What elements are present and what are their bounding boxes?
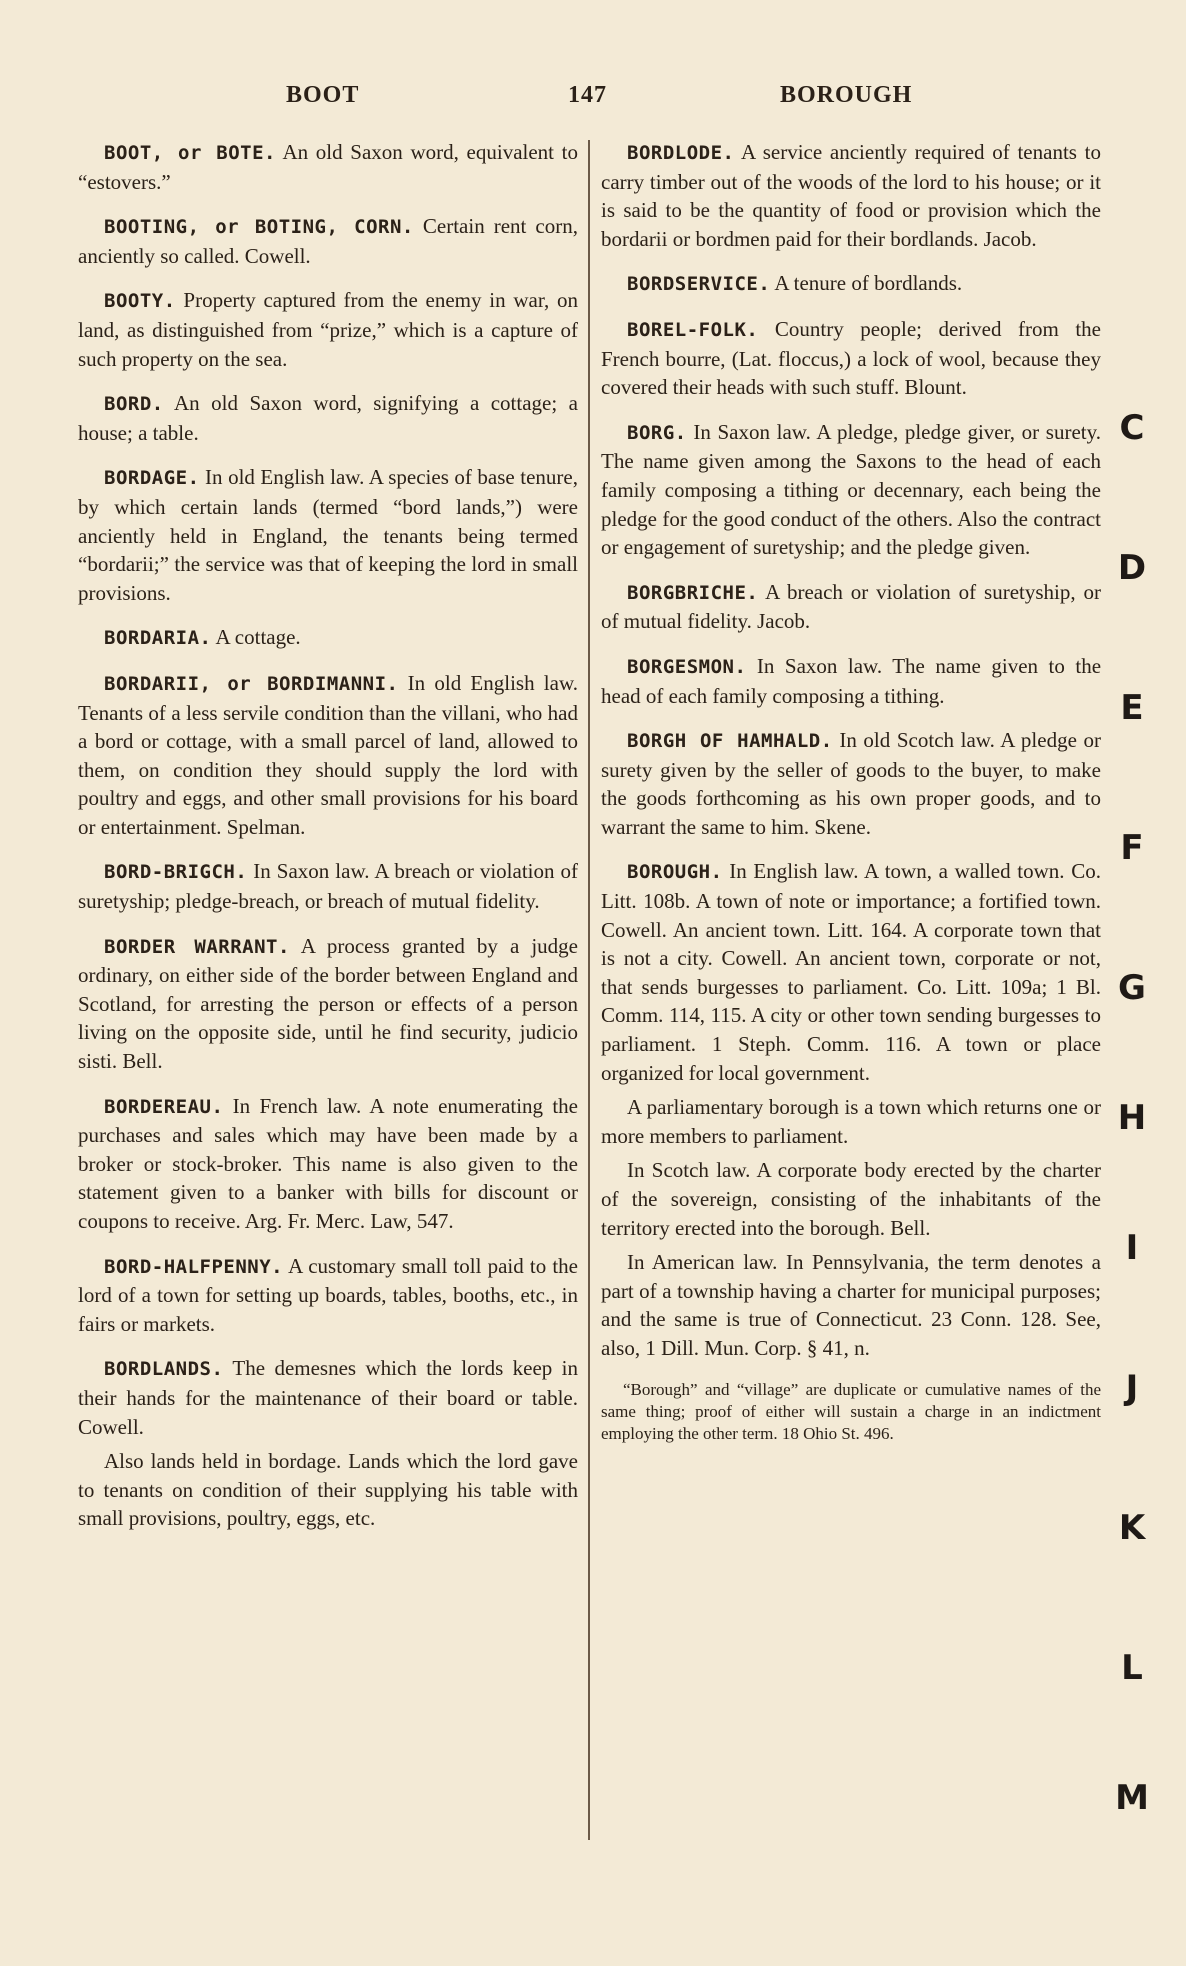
- entry-headword: BORDER WARRANT.: [104, 935, 290, 958]
- dictionary-entry: [78, 857, 578, 915]
- dictionary-entry: [78, 1252, 578, 1339]
- thumb-tab-e: E: [1120, 688, 1144, 728]
- entry-definition: A customary small toll paid to the lord of a town for setting up boards, tables, booths, etc., in fairs or markets.: [78, 1253, 578, 1336]
- right-column: [601, 138, 1101, 1445]
- header-right-word: BOROUGH: [780, 82, 913, 108]
- entry-paragraph: [601, 726, 1101, 841]
- entry-headword: BOOT, or BOTE.: [104, 142, 276, 164]
- entry-definition: A tenure of bordlands.: [774, 271, 963, 296]
- page-number: 147: [568, 82, 607, 108]
- entry-definition: In Saxon law. The name given to the head of each family composing a tithing.: [601, 653, 1102, 708]
- dictionary-entry: [78, 669, 578, 842]
- entry-headword: BORD-HALFPENNY.: [104, 1255, 284, 1278]
- header-left-word: BOOT: [286, 82, 360, 108]
- entry-paragraph: [601, 418, 1101, 562]
- entry-headword: BORDLANDS.: [104, 1358, 224, 1381]
- dictionary-entry: [78, 1092, 578, 1236]
- entry-headword: BORGBRICHE.: [627, 581, 759, 604]
- thumb-tab-c: C: [1119, 408, 1145, 448]
- thumb-tab-k: K: [1118, 1508, 1146, 1548]
- entry-paragraph: [601, 138, 1101, 253]
- entry-paragraph: [601, 315, 1101, 402]
- entry-definition: A cottage.: [215, 625, 301, 650]
- entry-paragraph: [601, 269, 1101, 299]
- entry-headword: BORDARII, or BORDIMANNI.: [104, 672, 399, 695]
- dictionary-entry: [78, 932, 578, 1076]
- entry-definition: A service anciently required of tenants to carry timber out of the woods of the lord to his house; or it is said to be the quantity of food or provision which the bordarii or bordmen paid for their bordlands. Jacob.: [601, 140, 1101, 251]
- entry-definition: The demesnes which the lords keep in their hands for the maintenance of their board or table. Cowell.: [78, 1356, 578, 1439]
- entry-paragraph: [601, 578, 1101, 636]
- entry-headword: BORDLODE.: [627, 142, 735, 164]
- entry-headword: BOREL-FOLK.: [627, 318, 759, 341]
- footnote-text: “Borough” and “village” are duplicate or cumulative names of the same thing; proof of either will sustain a charge in an indictment employing the other term. 18 Ohio St. 496.: [601, 1379, 1101, 1443]
- entry-paragraph: [78, 1252, 578, 1339]
- column-divider: [588, 140, 590, 1840]
- entry-paragraph: [78, 1092, 578, 1236]
- thumb-tab-l: L: [1121, 1648, 1143, 1688]
- entry-paragraph: [78, 932, 578, 1076]
- dictionary-entry: [601, 652, 1101, 710]
- thumb-tab-f: F: [1120, 828, 1144, 868]
- entry-definition: In old English law. Tenants of a less servile condition than the villani, who had a bord or cottage, with a small parcel of land, allowed to them, on condition they should supply the lord with poultry and eggs, and other small provisions for his board or entertainment. Spelman.: [78, 670, 578, 839]
- entry-continuation: A parliamentary borough is a town which returns one or more members to parliament.: [601, 1095, 1101, 1148]
- entry-definition: Property captured from the enemy in war, on land, as distinguished from “prize,” which is a capture of such property on the sea.: [78, 288, 578, 371]
- entry-headword: BORDSERVICE.: [627, 273, 771, 296]
- entry-definition: In old Scotch law. A pledge or surety given by the seller of goods to the buyer, to make the goods forthcoming as his own proper goods, and to warrant the same to him. Skene.: [601, 728, 1102, 839]
- thumb-index: [1112, 0, 1152, 1966]
- entry-headword: BORDAGE.: [104, 467, 200, 490]
- entry-paragraph: [78, 1354, 578, 1441]
- entry-paragraph: [78, 463, 578, 607]
- entry-definition: A breach or violation of suretyship, or of mutual fidelity. Jacob.: [601, 579, 1101, 634]
- dictionary-entry: [78, 138, 578, 196]
- entry-continuation: In Scotch law. A corporate body erected by the charter of the sovereign, consisting of the inhabitants of the territory erected into the borough. Bell.: [601, 1158, 1101, 1240]
- dictionary-entry: [78, 212, 578, 270]
- footnote: [601, 1379, 1101, 1445]
- dictionary-entry: [78, 623, 578, 653]
- thumb-tab-j: J: [1125, 1368, 1139, 1408]
- entry-headword: BOROUGH.: [627, 861, 723, 884]
- entry-definition: In old English law. A species of base tenure, by which certain lands (termed “bord lands,”) were anciently held in England, the tenants being termed “bordarii;” the service was that of keeping the lord in small provisions.: [78, 465, 578, 605]
- entry-headword: BORDEREAU.: [104, 1095, 224, 1118]
- thumb-tab-i: I: [1125, 1228, 1139, 1268]
- dictionary-entry: [78, 389, 578, 447]
- running-header: [0, 82, 1186, 122]
- entry-definition: In Saxon law. A pledge, pledge giver, or surety. The name given among the Saxons to the head of each family composing a tithing or decennary, each being the pledge for the good conduct of the others. Also the contract or engagement of suretyship; and the pledge given.: [601, 419, 1102, 560]
- entry-paragraph: [78, 623, 578, 653]
- entry-definition: An old Saxon word, equivalent to “estovers.”: [78, 140, 578, 194]
- dictionary-entry: [601, 315, 1101, 402]
- entry-definition: In French law. A note enumerating the purchases and sales which may have been made by a broker or stock-broker. This name is also given to the statement given to a banker with bills for discount or coupons to receive. Arg. Fr. Merc. Law, 547.: [78, 1093, 578, 1233]
- entry-definition: Country people; derived from the French bourre, (Lat. floccus,) a lock of wool, because they covered their heads with such stuff. Blount.: [601, 316, 1101, 400]
- thumb-tab-g: G: [1118, 968, 1146, 1008]
- thumb-tab-h: H: [1117, 1098, 1147, 1138]
- left-column: [78, 138, 578, 1549]
- entry-definition: Certain rent corn, anciently so called. Cowell.: [78, 214, 578, 268]
- dictionary-entry: [601, 418, 1101, 562]
- dictionary-entry: [601, 857, 1101, 1362]
- dictionary-entry: [601, 269, 1101, 299]
- entry-definition: In Saxon law. A breach or violation of suretyship; pledge-breach, or breach of mutual fidelity.: [78, 859, 579, 914]
- entry-headword: BOOTY.: [104, 290, 176, 313]
- dictionary-entry: [78, 463, 578, 607]
- entry-paragraph: [78, 212, 578, 270]
- entry-definition: A process granted by a judge ordinary, on either side of the border between England and Scotland, for arresting the person or effects of a person living on the opposite side, until he find security, judicio sisti. Bell.: [78, 933, 578, 1074]
- entry-headword: BORGH OF HAMHALD.: [627, 730, 833, 753]
- entry-paragraph: [601, 857, 1101, 1087]
- dictionary-entry: [601, 138, 1101, 253]
- dictionary-entry: [78, 286, 578, 373]
- dictionary-entry: [78, 1354, 578, 1533]
- entry-headword: BORD.: [104, 393, 164, 416]
- entry-headword: BORDARIA.: [104, 627, 212, 650]
- entry-definition: In English law. A town, a walled town. Co. Litt. 108b. A town of note or importance; a fortified town. Cowell. An ancient town. Litt. 164. A corporate town that is not a city. Cowell. An ancient town, corporate or not, that sends burgesses to parliament. Co. Litt. 109a; 1 Bl. Comm. 114, 115. A city or other town sending burgesses to parliament. 1 Steph. Comm. 116. A town or place organized for local government.: [601, 859, 1102, 1085]
- entry-paragraph: [601, 652, 1101, 710]
- entry-paragraph: [78, 669, 578, 842]
- entry-paragraph: [78, 286, 578, 373]
- entry-headword: BOOTING, or BOTING, CORN.: [104, 216, 414, 239]
- entry-continuation: Also lands held in bordage. Lands which the lord gave to tenants on condition of their supplying his table with small provisions, poultry, eggs, etc.: [78, 1449, 578, 1531]
- entry-definition: An old Saxon word, signifying a cottage; a house; a table.: [78, 391, 578, 445]
- thumb-tab-m: M: [1115, 1778, 1149, 1818]
- entry-paragraph: [78, 389, 578, 447]
- entry-paragraph: [78, 138, 578, 196]
- dictionary-entry: [601, 578, 1101, 636]
- entry-continuation: In American law. In Pennsylvania, the term denotes a part of a township having a charter for municipal purposes; and the same is true of Connecticut. 23 Conn. 128. See, also, 1 Dill. Mun. Corp. § 41, n.: [601, 1250, 1101, 1360]
- entry-paragraph: [78, 857, 578, 915]
- thumb-tab-d: D: [1117, 548, 1147, 588]
- entry-headword: BORGESMON.: [627, 655, 747, 678]
- dictionary-entry: [601, 726, 1101, 841]
- entry-headword: BORD-BRIGCH.: [104, 861, 248, 884]
- entry-headword: BORG.: [627, 421, 687, 444]
